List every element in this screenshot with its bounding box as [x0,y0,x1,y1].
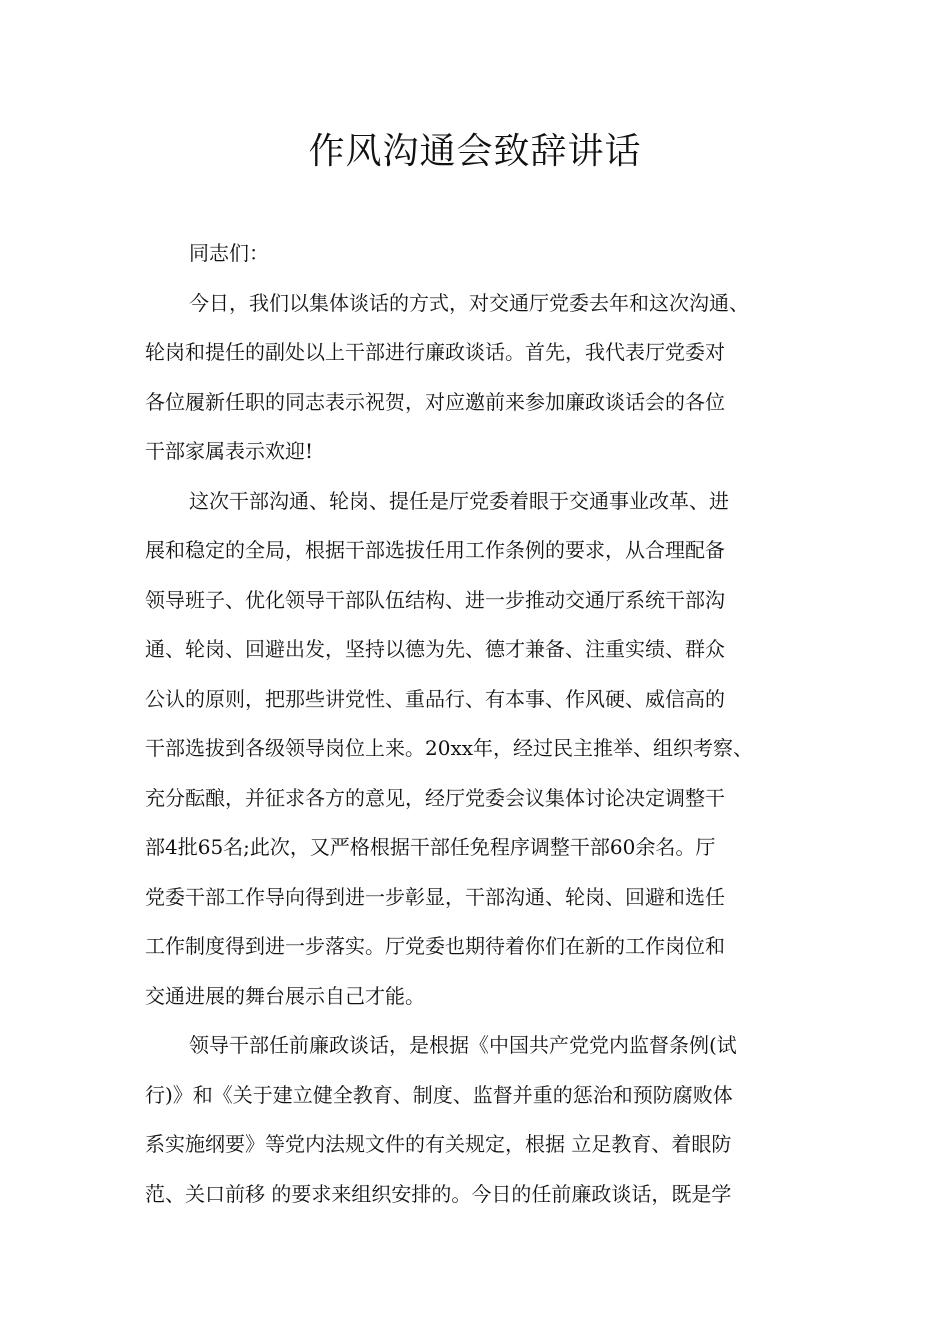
document-title: 作风沟通会致辞讲话 [308,131,642,172]
text-line: 干部家属表示欢迎! [145,439,314,463]
text-line: 今日，我们以集体谈话的方式，对交通厅党委去年和这次沟通、 [189,290,749,315]
text-line: 充分酝酿，并征求各方的意见，经厅党委会议集体讨论决定调整干 [145,785,725,810]
text-line: 这次干部沟通、轮岗、提任是厅党委着眼于交通事业改革、进 [189,488,729,513]
text-line: 工作制度得到进一步落实。厅党委也期待着你们在新的工作岗位和 [145,934,725,958]
paragraph-2 [145,477,805,1022]
document-body [145,229,805,1219]
text-line: 党委干部工作导向得到进一步彰显，干部沟通、轮岗、回避和选任 [145,884,725,909]
paragraph-3 [145,1021,805,1219]
text-line: 展和稳定的全局，根据干部选拔任用工作条例的要求，从合理配备 [145,538,725,562]
text-line: 行)》和《关于建立健全教育、制度、监督并重的惩治和预防腐败体 [145,1082,733,1107]
text-line: 干部选拔到各级领导岗位上来。20xx年，经过民主推举、组织考察、 [145,736,754,760]
text-line: 交通进展的舞台展示自己才能。 [145,983,425,1008]
text-line: 部4批65名;此次，又严格根据干部任免程序调整干部60余名。厅 [145,835,716,859]
text-line: 轮岗和提任的副处以上干部进行廉政谈话。首先，我代表厅党委对 [145,340,725,364]
text-line: 范、关口前移 的要求来组织安排的。今日的任前廉政谈话，既是学 [145,1181,732,1206]
text-line: 领导干部任前廉政谈话，是根据《中国共产党党内监督条例(试 [189,1033,737,1057]
text-line: 公认的原则，把那些讲党性、重品行、有本事、作风硬、威信高的 [145,686,725,711]
text-line: 通、轮岗、回避出发，坚持以德为先、德才兼备、注重实绩、群众 [145,637,725,661]
salutation: 同志们： [189,241,269,265]
paragraph-1 [145,279,805,477]
text-line: 各位履新任职的同志表示祝贺，对应邀前来参加廉政谈话会的各位 [145,389,725,414]
text-line: 领导班子、优化领导干部队伍结构、进一步推动交通厅系统干部沟 [145,587,725,612]
text-line: 系实施纲要》等党内法规文件的有关规定，根据 立足教育、着眼防 [145,1132,732,1156]
